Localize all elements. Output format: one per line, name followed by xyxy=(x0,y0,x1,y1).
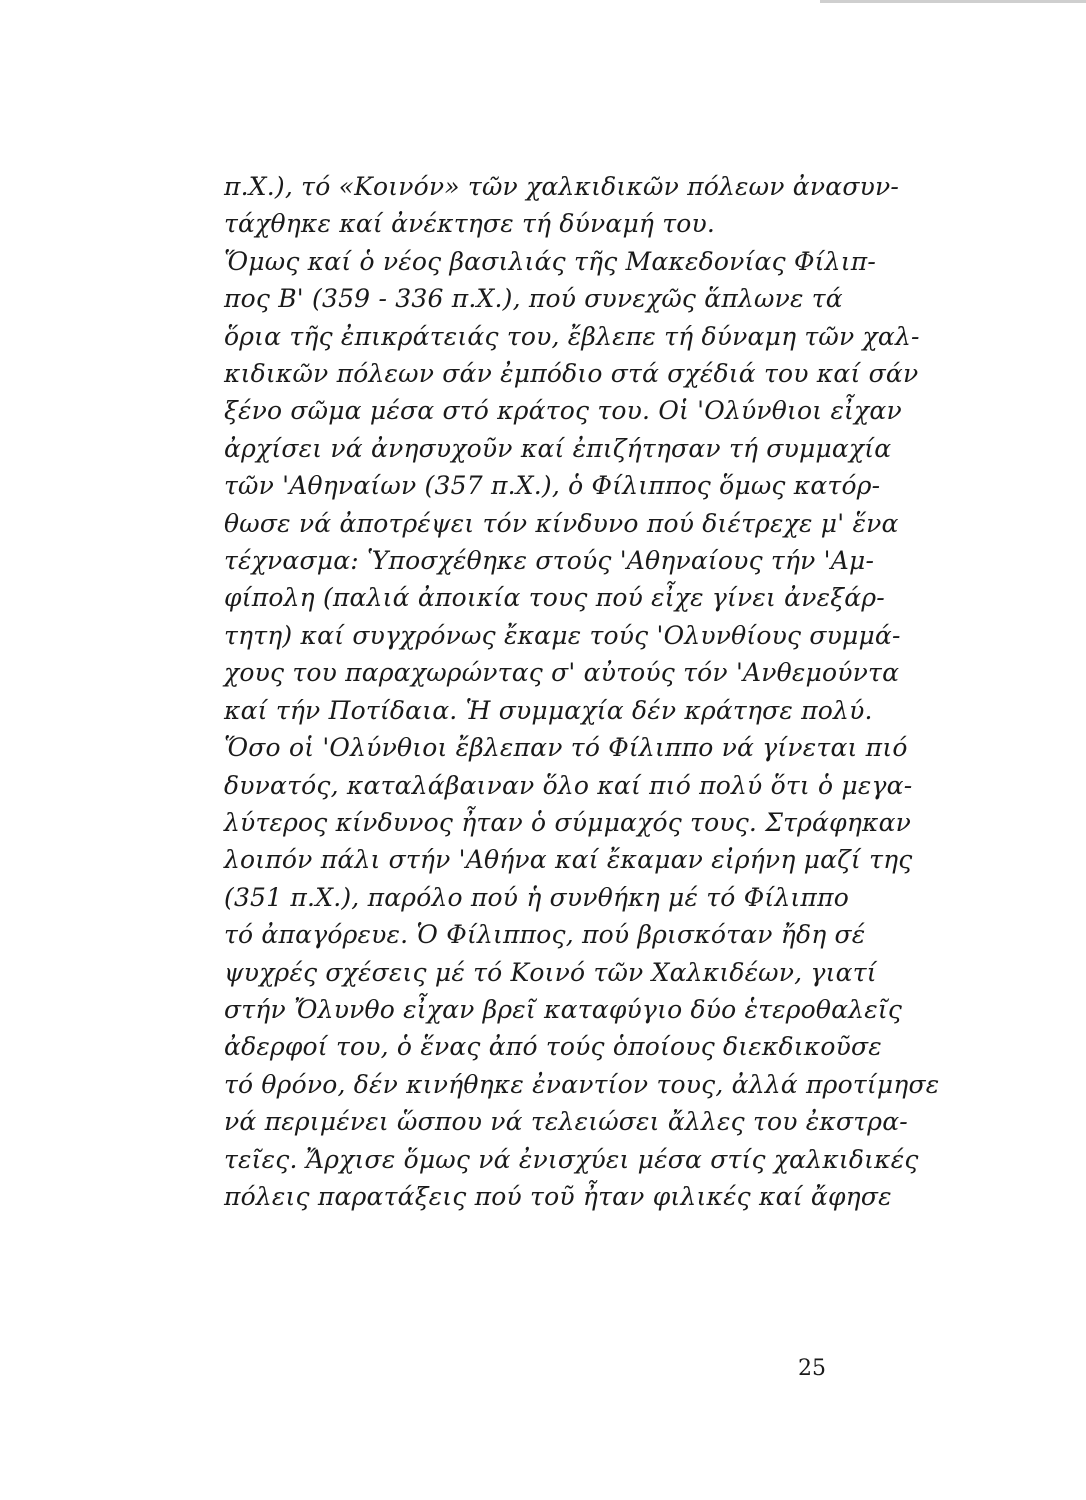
text-line: ἀδερφοί του, ὁ ἕνας ἀπό τούς ὁποίους διεκδικοῦσε xyxy=(224,1032,882,1062)
text-line: (351 π.Χ.), παρόλο πού ἡ συνθήκη μέ τό Φίλιππο xyxy=(224,882,849,912)
text-line: ὅρια τῆς ἐπικράτειάς του, ἔβλεπε τή δύναμη τῶν χαλ- xyxy=(224,321,920,351)
text-line: τό ἀπαγόρευε. Ὁ Φίλιππος, πού βρισκόταν ἤδη σέ xyxy=(224,920,866,950)
text-line: καί τήν Ποτίδαια. Ἡ συμμαχία δέν κράτησε πολύ. xyxy=(224,695,873,725)
text-line: τέχνασμα: Ὑποσχέθηκε στούς 'Αθηναίους τήν 'Αμ- xyxy=(224,546,875,576)
text-line: Ὅμως καί ὁ νέος βασιλιάς τῆς Μακεδονίας Φίλιπ- xyxy=(224,246,876,276)
text-line: λύτερος κίνδυνος ἦταν ὁ σύμμαχός τους. Στράφηκαν xyxy=(224,807,912,837)
text-line: Ὅσο οἱ 'Ολύνθιοι ἔβλεπαν τό Φίλιππο νά γίνεται πιό xyxy=(224,733,908,763)
text-line: ψυχρές σχέσεις μέ τό Κοινό τῶν Χαλκιδέων, γιατί xyxy=(224,957,877,987)
text-line: π.Χ.), τό «Κοινόν» τῶν χαλκιδικῶν πόλεων ἀνασυν- xyxy=(224,172,900,201)
text-line: πος Β' (359 - 336 π.Χ.), πού συνεχῶς ἅπλωνε τά xyxy=(224,284,843,314)
body-text xyxy=(224,168,940,1215)
text-line: τό θρόνο, δέν κινήθηκε ἐναντίον τους, ἀλλά προτίμησε xyxy=(224,1069,940,1099)
page-number: 25 xyxy=(798,1356,826,1381)
text-line: στήν Ὄλυνθο εἶχαν βρεῖ καταφύγιο δύο ἑτεροθαλεῖς xyxy=(224,994,903,1024)
scan-edge-rule xyxy=(820,0,1086,3)
text-line: ξένο σῶμα μέσα στό κράτος του. Οἱ 'Ολύνθιοι εἶχαν xyxy=(224,396,902,426)
text-line: λοιπόν πάλι στήν 'Αθήνα καί ἔκαμαν εἰρήνη μαζί της xyxy=(224,845,913,875)
text-line: τητη) καί συγχρόνως ἔκαμε τούς 'Ολυνθίους συμμά- xyxy=(224,620,901,650)
text-line: δυνατός, καταλάβαιναν ὅλο καί πιό πολύ ὅτι ὁ μεγα- xyxy=(224,770,913,800)
text-line: θωσε νά ἀποτρέψει τόν κίνδυνο πού διέτρεχε μ' ἕνα xyxy=(224,508,899,538)
text-line: ἀρχίσει νά ἀνησυχοῦν καί ἐπιζήτησαν τή συμμαχία xyxy=(224,433,892,463)
text-line: χους του παραχωρώντας σ' αὐτούς τόν 'Ανθεμούντα xyxy=(224,658,900,688)
text-line: κιδικῶν πόλεων σάν ἐμπόδιο στά σχέδιά του καί σάν xyxy=(224,359,919,389)
text-line: τάχθηκε καί ἀνέκτησε τή δύναμή του. xyxy=(224,209,716,239)
text-line: τεῖες. Ἄρχισε ὅμως νά ἐνισχύει μέσα στίς χαλκιδικές xyxy=(224,1144,919,1174)
text-line: νά περιμένει ὥσπου νά τελειώσει ἄλλες του ἐκστρα- xyxy=(224,1107,908,1137)
text-line: τῶν 'Αθηναίων (357 π.Χ.), ὁ Φίλιππος ὅμως κατόρ- xyxy=(224,471,881,501)
text-line: φίπολη (παλιά ἀποικία τους πού εἶχε γίνει ἀνεξάρ- xyxy=(224,583,885,613)
text-line: πόλεις παρατάξεις πού τοῦ ἦταν φιλικές καί ἄφησε xyxy=(224,1181,892,1211)
